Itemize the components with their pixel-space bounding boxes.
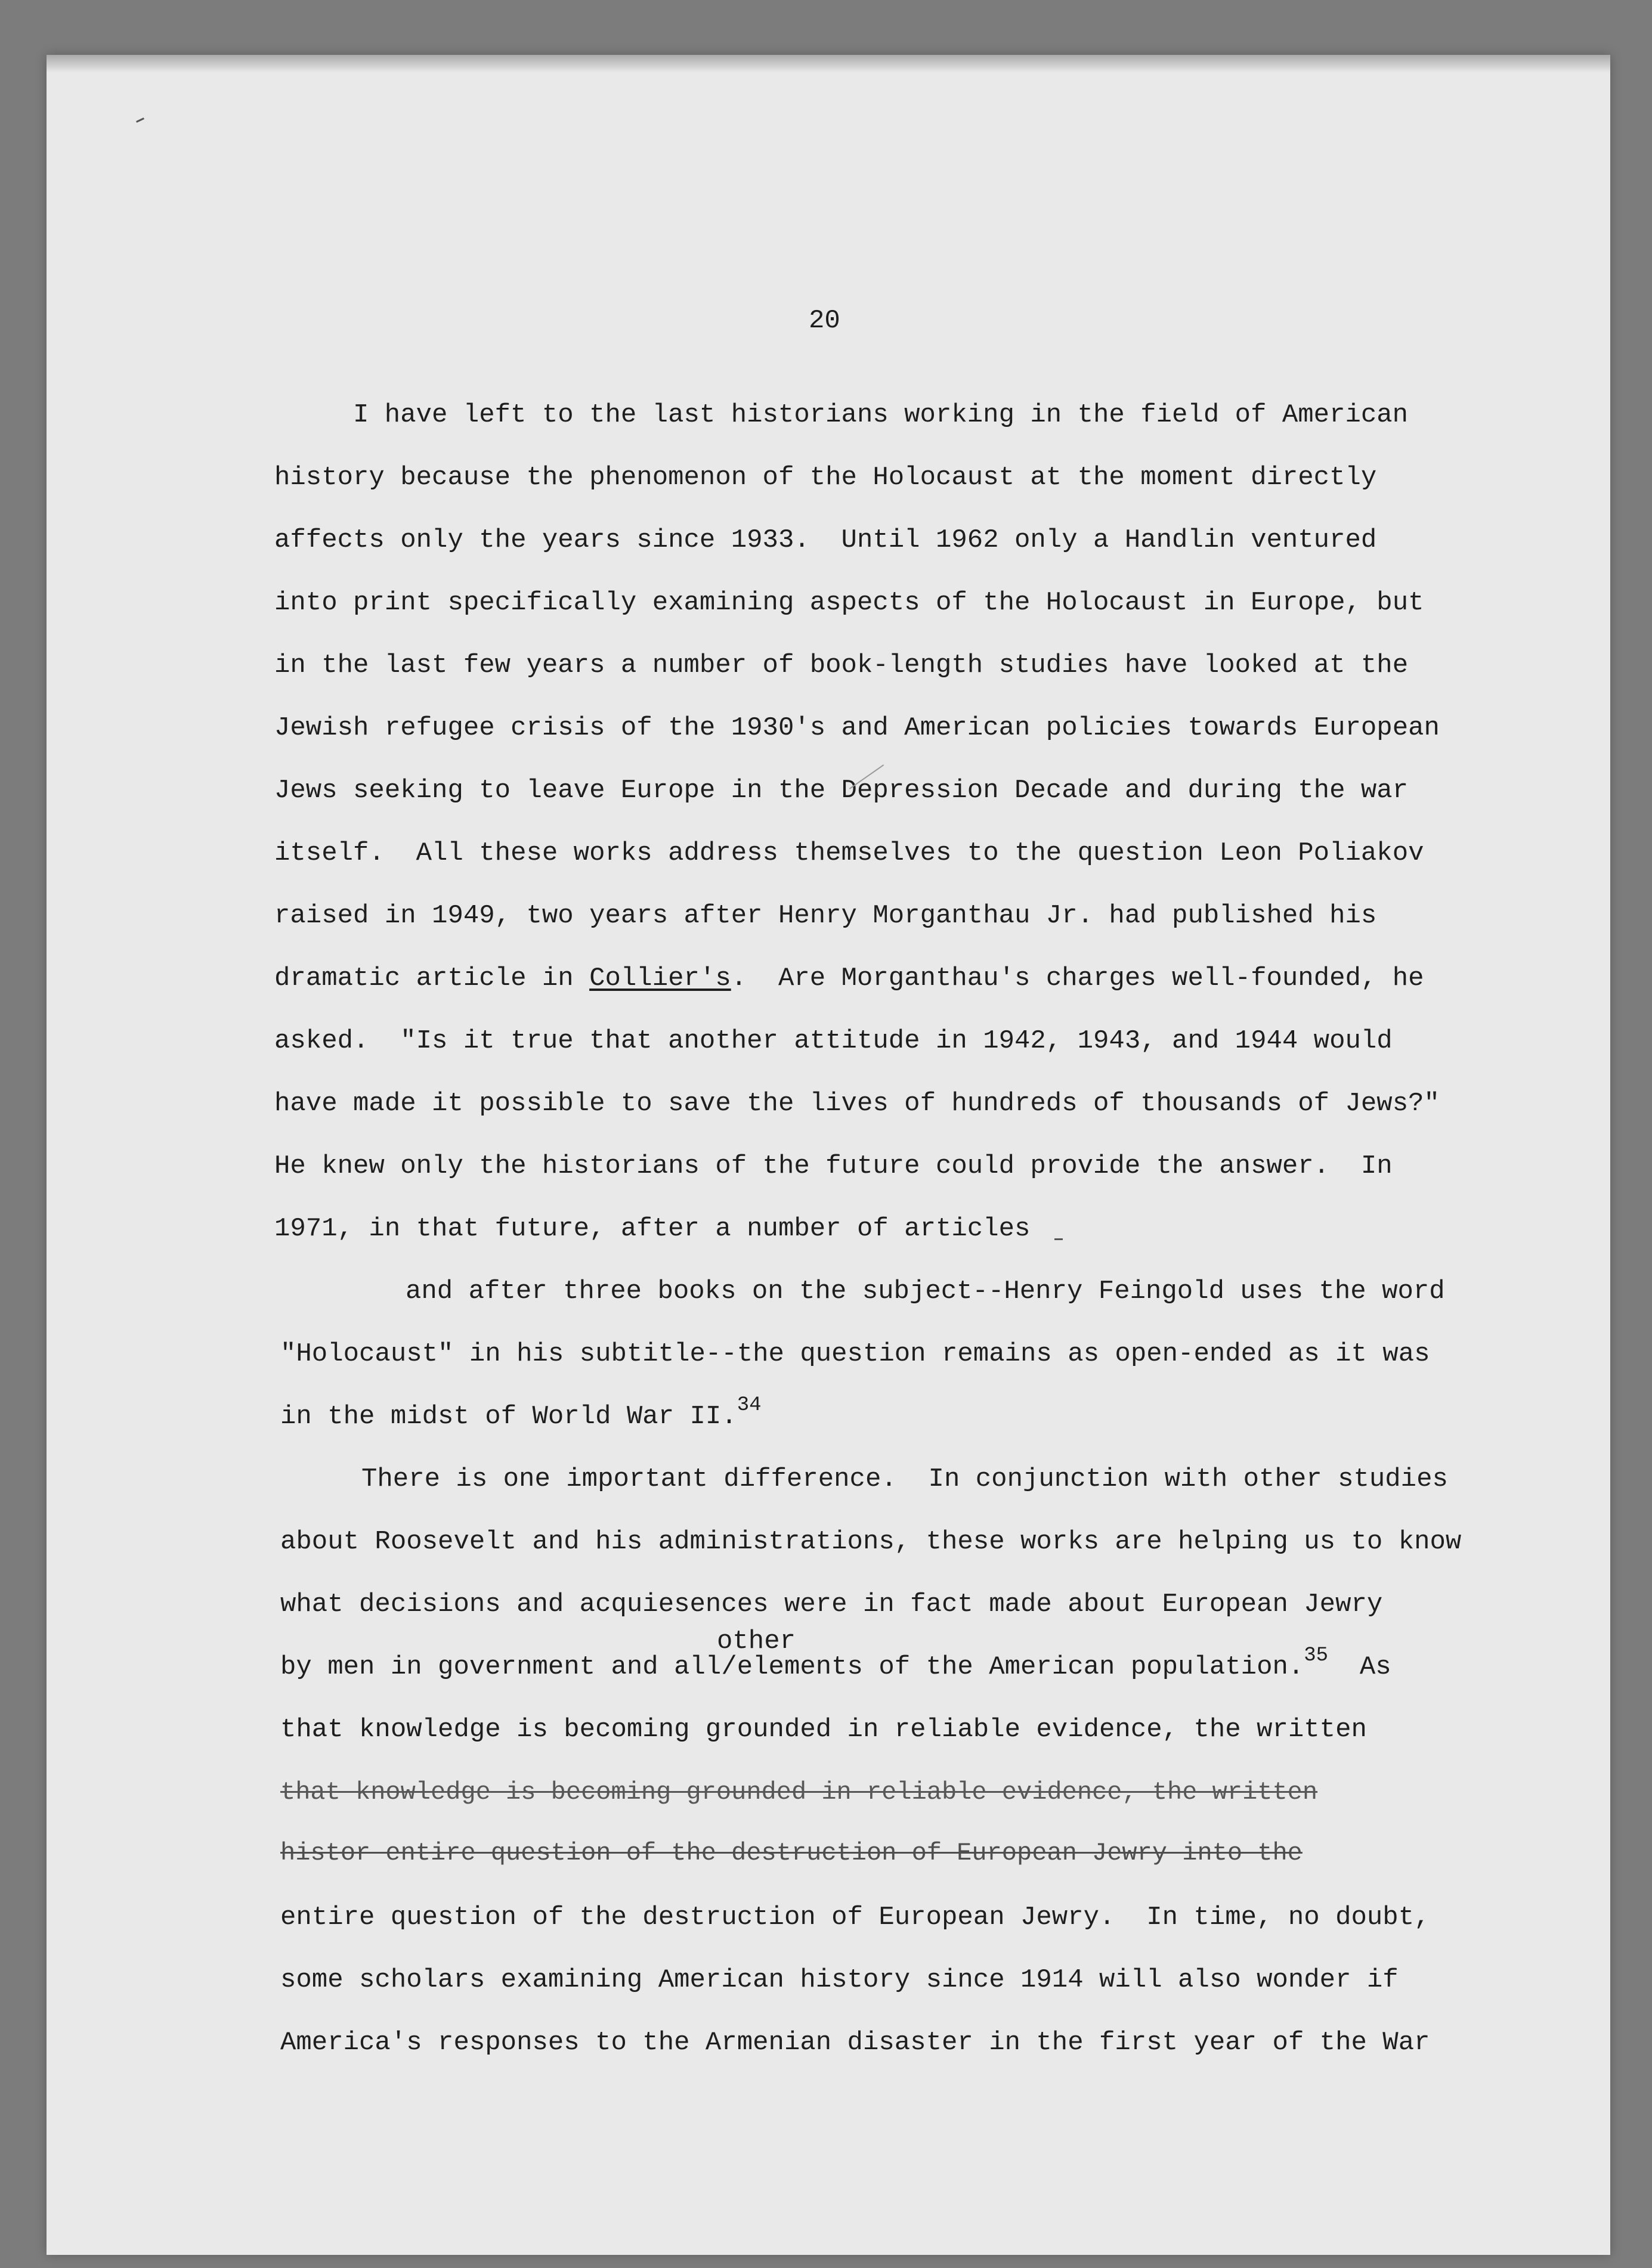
- text-line: "Holocaust" in his subtitle--the question remains as open-ended as it was: [280, 1339, 1430, 1369]
- text-line: [280, 1394, 762, 1434]
- text-segment: by men in government and all/elements of the American population.: [280, 1652, 1304, 1682]
- text-line: asked. "Is it true that another attitude in 1942, 1943, and 1944 would: [274, 1026, 1393, 1056]
- text-line: America's responses to the Armenian disaster in the first year of the War: [280, 2028, 1430, 2058]
- text-line: [274, 963, 1424, 994]
- text-line: affects only the years since 1933. Until 1962 only a Handlin ventured: [274, 525, 1377, 555]
- stray-mark: [1054, 1238, 1063, 1240]
- text-line: have made it possible to save the lives of hundreds of thousands of Jews?": [274, 1089, 1440, 1118]
- text-line: [280, 1644, 1391, 1684]
- text-line: what decisions and acquiesences were in fact made about European Jewry: [280, 1590, 1383, 1619]
- document-page: [47, 55, 1610, 2255]
- text-line: history because the phenomenon of the Holocaust at the moment directly: [274, 463, 1377, 492]
- text-segment: . Are Morganthau's charges well-founded, he: [731, 963, 1424, 993]
- page-number: 20: [809, 306, 840, 336]
- text-line: There is one important difference. In conjunction with other studies: [361, 1464, 1448, 1494]
- text-line: into print specifically examining aspects of the Holocaust in Europe, but: [274, 588, 1424, 618]
- text-line: itself. All these works address themselves to the question Leon Poliakov: [274, 838, 1424, 868]
- text-line: 1971, in that future, after a number of articles: [274, 1214, 1031, 1244]
- struck-line: that knowledge is becoming grounded in reliable evidence, the written: [280, 1778, 1318, 1807]
- text-line: raised in 1949, two years after Henry Morganthau Jr. had published his: [274, 901, 1377, 931]
- footnote-marker: 34: [737, 1394, 762, 1417]
- text-line: about Roosevelt and his administrations, these works are helping us to know: [280, 1527, 1462, 1557]
- text-line: He knew only the historians of the future could provide the answer. In: [274, 1151, 1393, 1181]
- footnote-marker: 35: [1304, 1644, 1329, 1667]
- underlined-title: Collier's: [589, 963, 731, 993]
- text-line: Jews seeking to leave Europe in the Depression Decade and during the war: [274, 776, 1409, 805]
- page-top-edge: [47, 55, 1610, 73]
- text-line: Jewish refugee crisis of the 1930's and American policies towards European: [274, 713, 1440, 743]
- text-segment: in the midst of World War II.: [280, 1402, 737, 1432]
- text-line: I have left to the last historians working in the field of American: [353, 400, 1409, 430]
- stray-mark: [136, 117, 144, 123]
- text-line: entire question of the destruction of European Jewry. In time, no doubt,: [280, 1903, 1430, 1932]
- handwritten-insertion: other: [717, 1626, 796, 1656]
- text-segment: dramatic article in: [274, 963, 590, 993]
- text-segment: As: [1328, 1652, 1391, 1682]
- text-line: that knowledge is becoming grounded in reliable evidence, the written: [280, 1715, 1367, 1745]
- text-line: in the last few years a number of book-length studies have looked at the: [274, 650, 1409, 680]
- struck-line: histor entire question of the destruction of European Jewry into the: [280, 1839, 1303, 1867]
- text-line: and after three books on the subject--Henry Feingold uses the word: [406, 1276, 1445, 1306]
- text-line: some scholars examining American history since 1914 will also wonder if: [280, 1965, 1399, 1995]
